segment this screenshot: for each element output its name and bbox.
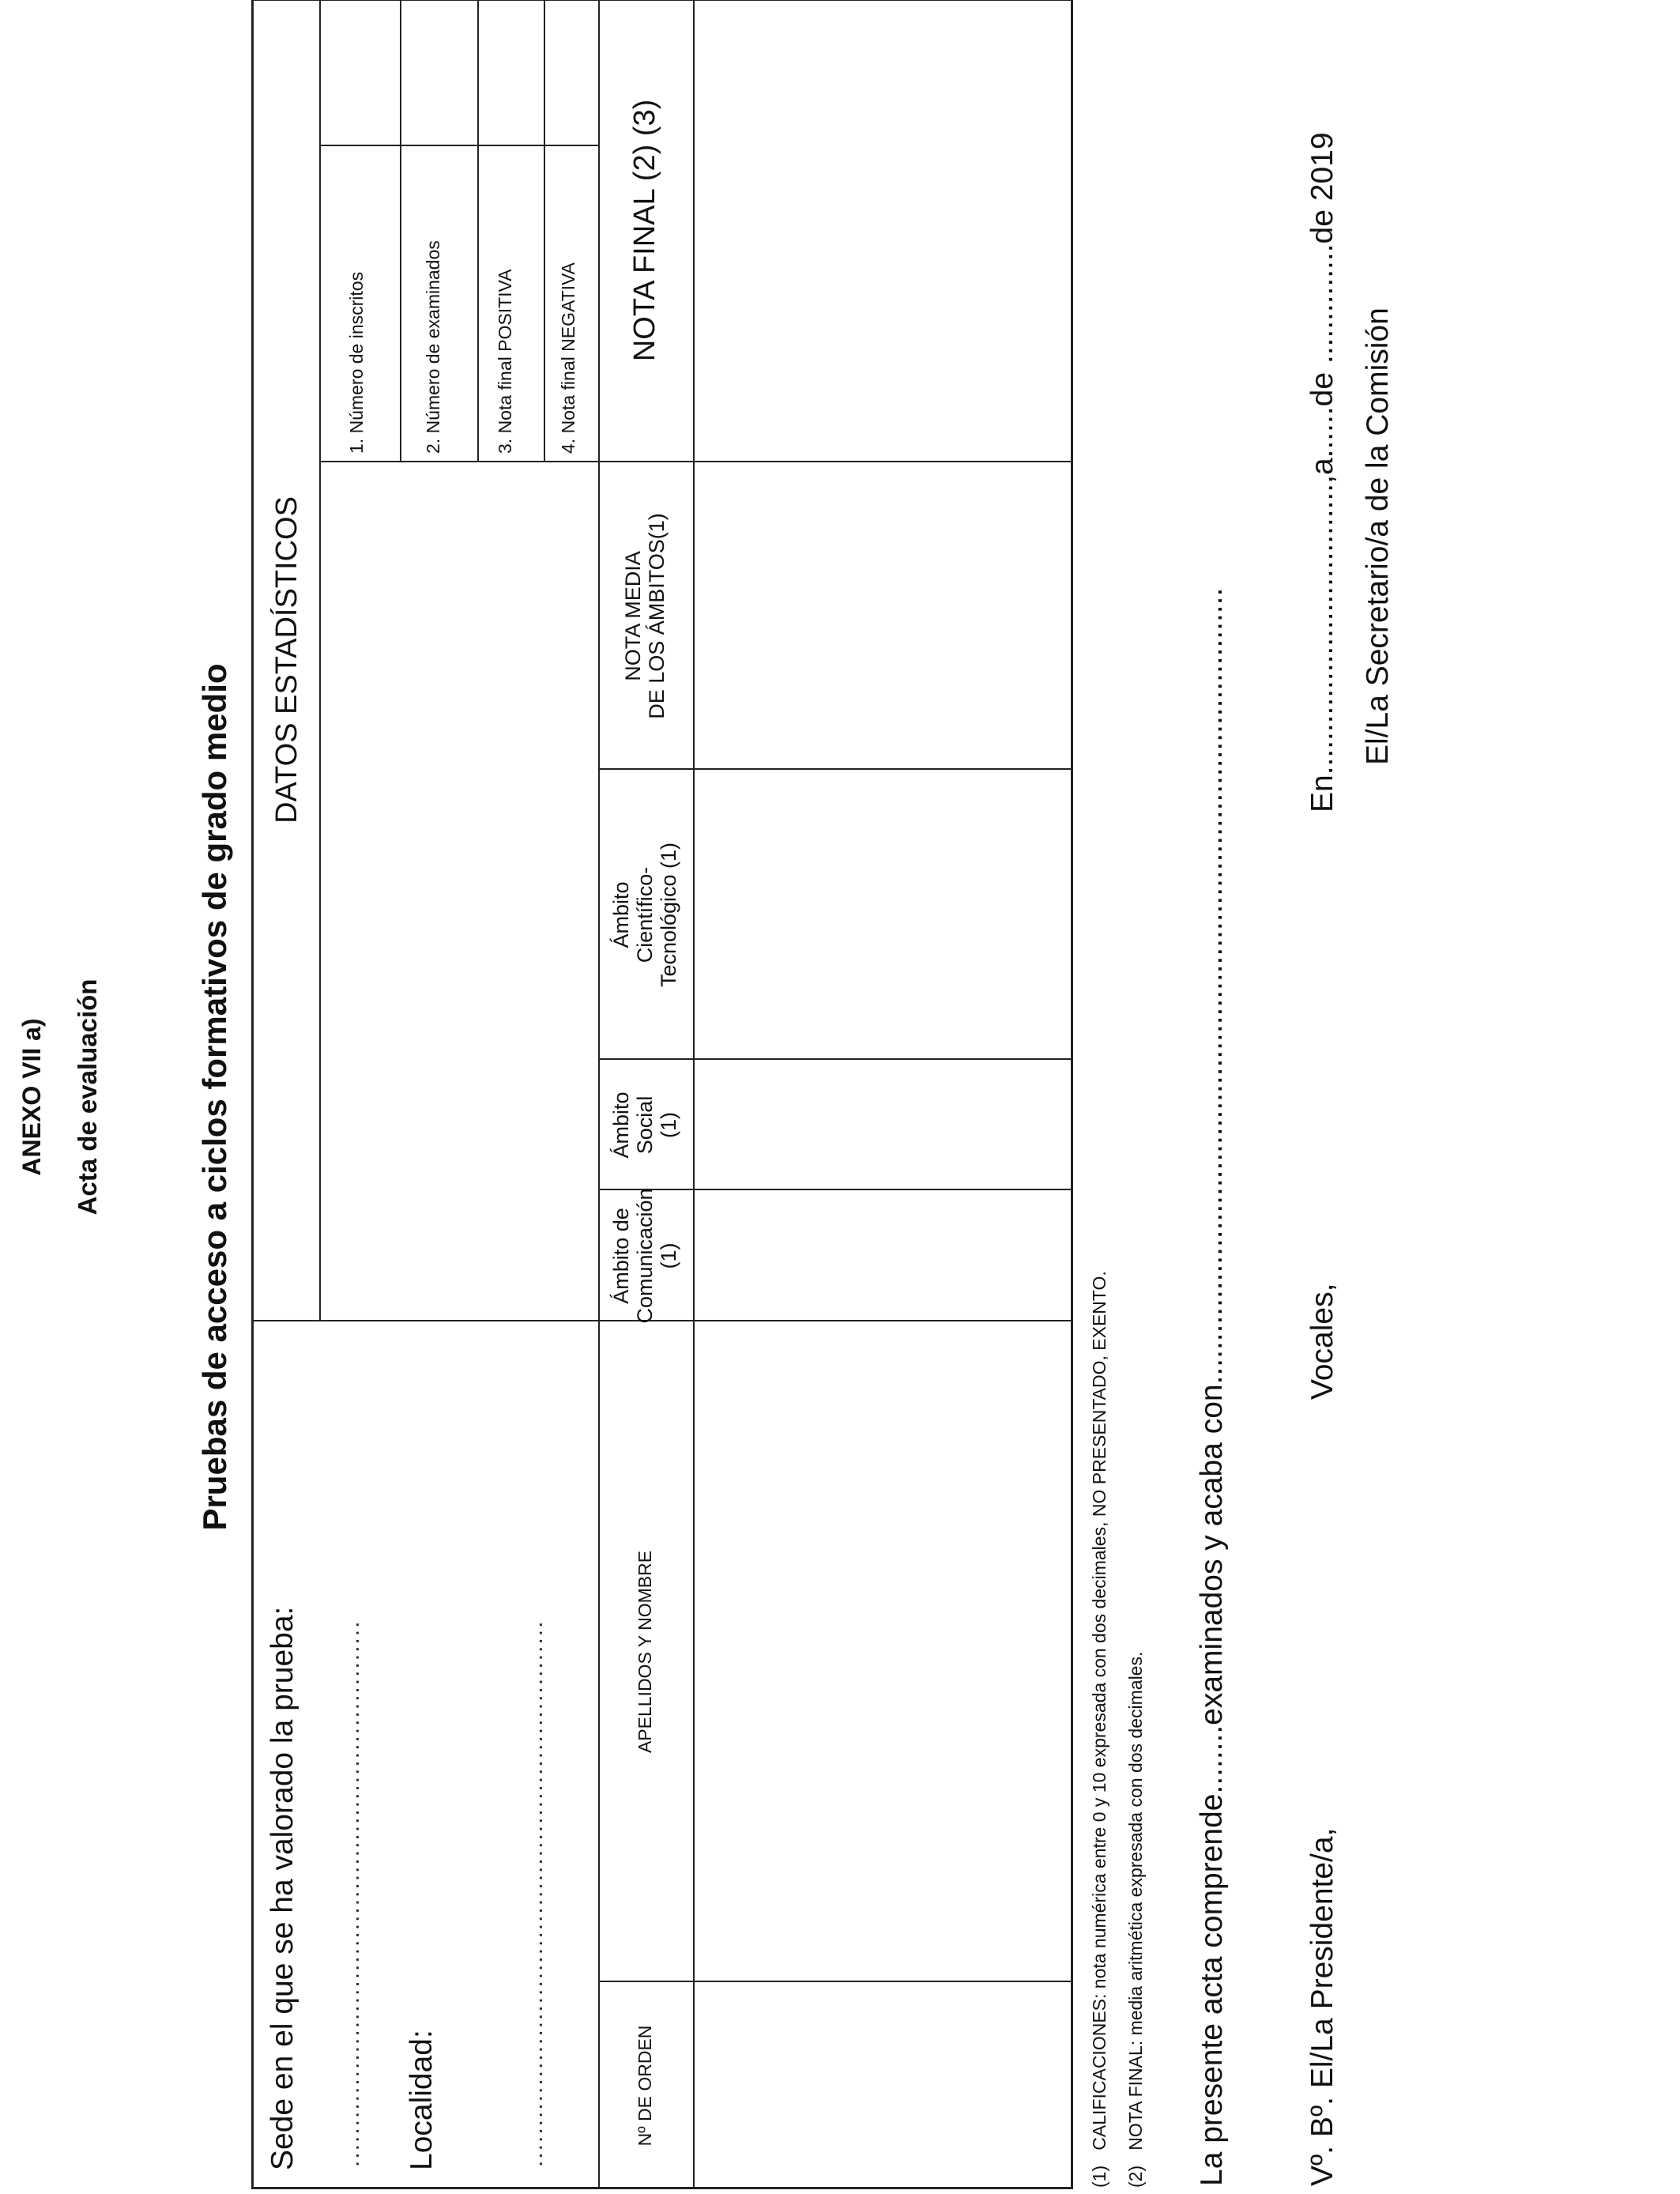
col-header-apellidos: APELLIDOS Y NOMBRE: [635, 1550, 656, 1754]
col-header-social: Ámbito Social (1): [609, 1091, 680, 1159]
cell-apellidos[interactable]: [695, 1323, 1070, 1981]
col-header-orden: Nº DE ORDEN: [635, 2025, 656, 2147]
footnote-1: (1) CALIFICACIONES: nota numérica entre 0 y 10 expresada con dos decimales, NO PRESENTADO, EXENTO.: [1089, 1271, 1109, 2188]
cell-cientifico[interactable]: [695, 771, 1070, 1058]
document-title: Acta de evaluación: [73, 978, 102, 1216]
col-header-nota-media: NOTA MEDIA DE LOS ÁMBITOS(1): [621, 513, 669, 719]
stats-divider-2: [477, 0, 479, 462]
stat-examinados-label: 2. Número de examinados: [423, 240, 443, 454]
stats-title-divider: [319, 0, 321, 1321]
localidad-label: Localidad:: [405, 2030, 439, 2170]
annex-label: ANEXO VII a): [17, 1018, 46, 1176]
col-header-cientifico: Ámbito Científico- Tecnológico (1): [609, 842, 680, 988]
stat-inscritos-label: 1. Número de inscritos: [346, 271, 367, 454]
cell-comunicacion[interactable]: [695, 1192, 1070, 1320]
stats-label-divider: [319, 461, 598, 462]
secretary-signature-label: El/La Secretario/a de la Comisión: [1361, 307, 1395, 765]
stats-value-divider: [319, 145, 598, 146]
cell-nota-media[interactable]: [695, 464, 1070, 768]
localidad-dotted-line: ...................................................................: [522, 1619, 548, 2167]
stat-negativa-label: 4. Nota final NEGATIVA: [558, 262, 578, 454]
cell-nota-final[interactable]: [695, 0, 1070, 461]
acta-statement: La presente acta comprende........examinados y acaba con.............................................................................................: [1195, 587, 1229, 2186]
date-line: En..................................,a......de ..............de 2019: [1305, 132, 1339, 812]
sede-dotted-line: ...................................................................: [338, 1619, 364, 2167]
page-subtitle: Pruebas de acceso a ciclos formativos de grado medio: [196, 663, 233, 1531]
cell-social[interactable]: [695, 1061, 1070, 1189]
col-header-comunicacion: Ámbito de Comunicación (1): [609, 1188, 680, 1324]
footnote-2: (2) NOTA FINAL: media aritmética expresada con dos decimales.: [1125, 1651, 1146, 2188]
cell-orden[interactable]: [695, 1984, 1070, 2188]
stats-title: DATOS ESTADÍSTICOS: [270, 496, 303, 824]
sede-label: Sede en el que se ha valorado la prueba:: [266, 1606, 299, 2170]
stat-positiva-label: 3. Nota final POSITIVA: [495, 269, 515, 454]
stats-divider-3: [544, 0, 545, 462]
col-header-nota-final: NOTA FINAL (2) (3): [628, 99, 662, 362]
president-signature-label: Vº. Bº. El/La Presidente/a,: [1305, 1827, 1339, 2186]
stats-divider-1: [400, 0, 401, 462]
vocales-signature-label: Vocales,: [1305, 1283, 1339, 1400]
